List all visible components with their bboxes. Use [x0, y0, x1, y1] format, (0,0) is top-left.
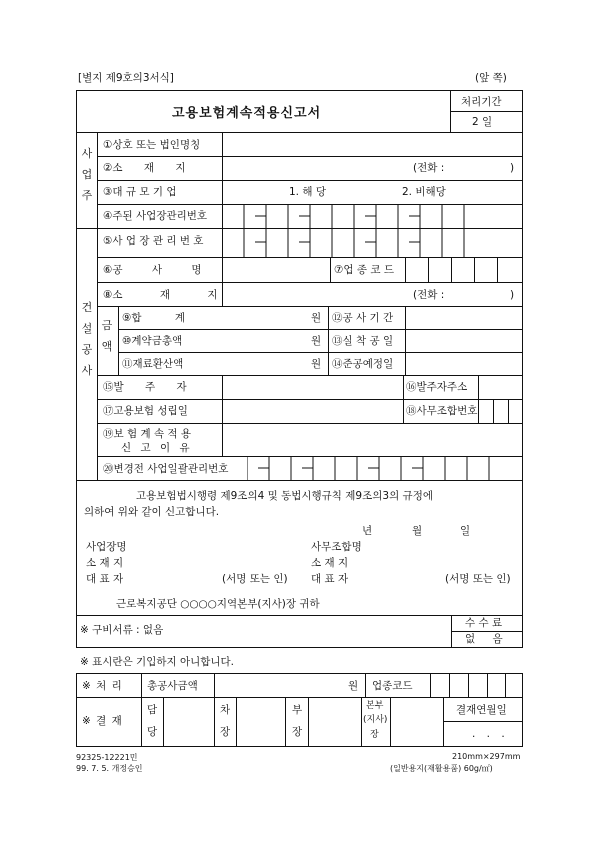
business-rep-label: 대 표 자	[86, 573, 124, 585]
employer-phone-label: (전화 :	[413, 162, 445, 174]
business-name-label: 사업장명	[86, 541, 127, 553]
date-month: 월	[412, 525, 423, 537]
fee-value: 없 음	[465, 633, 503, 645]
main-mgmt-number-label: ④주된 사업장관리번호	[103, 210, 208, 222]
prev-mgmt-number-label: ⑳변경전 사업일괄관리번호	[103, 463, 229, 475]
union-number-label: ⑱사무조합번호	[406, 405, 478, 417]
date-day: 일	[460, 525, 471, 537]
processing-period-value: 2 일	[472, 116, 493, 128]
paper-size: 210mm×297mm	[452, 752, 521, 761]
reason-label-1: ⑲보 험 계 속 적 용	[103, 428, 192, 440]
approval-date-value: . . .	[472, 728, 505, 740]
site-mgmt-number-label: ⑤사 업 장 관 리 번 호	[103, 235, 204, 247]
page-side: (앞 쪽)	[475, 72, 507, 84]
processing-period-label: 처리기간	[461, 96, 502, 108]
industry-code-label: ⑦업 종 코 드	[334, 264, 394, 276]
approval-date-label: 결재연월일	[456, 704, 507, 716]
union-name-label: 사무조합명	[311, 541, 362, 553]
main-mgmt-number-boxes[interactable]	[222, 204, 522, 228]
addressee: 근로복지공단 ○○○○지역본부(지사)장 귀하	[116, 598, 320, 610]
completion-date-label: ⑭준공예정일	[332, 358, 394, 370]
reason-label-2: 신 고 이 유	[121, 442, 190, 454]
date-year: 년	[362, 525, 373, 537]
approval-note: 99. 7. 5. 개정승인	[76, 764, 143, 773]
project-name-label: ⑥공 사 명	[103, 264, 202, 276]
prev-mgmt-number-boxes[interactable]	[247, 456, 523, 480]
union-address-label: 소 재 지	[311, 557, 349, 569]
office-use-note: ※ 표시란은 기입하지 아니합니다.	[80, 656, 235, 668]
form-title: 고용보험계속적용신고서	[172, 106, 322, 121]
large-company-no: 2. 비해당	[402, 186, 446, 198]
union-rep-label: 대 표 자	[311, 573, 349, 585]
employer-section-label: 사 업 주	[81, 147, 93, 202]
business-sign-label: (서명 또는 인)	[222, 573, 288, 585]
start-date-label: ⑬실 착 공 일	[332, 335, 394, 347]
site-address-label: ⑧소 재 지	[103, 289, 218, 301]
form-reference: [별지 제9호의3서식]	[78, 72, 174, 84]
fee-label: 수 수 료	[465, 617, 503, 629]
total-amount-office-label: 총공사금액	[147, 680, 198, 692]
material-amount-label: ⑪재료환산액	[122, 358, 184, 370]
construction-period-label: ⑫공 사 기 간	[332, 312, 394, 324]
insurance-date-label: ⑰고용보험 성립일	[103, 405, 188, 417]
company-name-label: ①상호 또는 법인명칭	[103, 139, 201, 151]
large-company-yes: 1. 해 당	[289, 186, 326, 198]
union-sign-label: (서명 또는 인)	[445, 573, 511, 585]
large-company-label: ③대 규 모 기 업	[103, 186, 177, 198]
approval-label: ※ 결 재	[82, 715, 122, 727]
contract-amount-label: ⑩계약금총액	[122, 335, 183, 347]
attachments-label: ※ 구비서류 : 없음	[80, 624, 164, 636]
processing-label: ※ 처 리	[82, 680, 122, 692]
total-amount-label: ⑨합 계	[122, 312, 186, 324]
site-phone-label: (전화 :	[413, 289, 445, 301]
orderer-label: ⑮발 주 자	[103, 381, 187, 393]
site-mgmt-number-boxes[interactable]	[222, 228, 522, 257]
amount-group-label: 금 액	[101, 319, 113, 353]
form-code: 92325-12221민	[76, 753, 138, 762]
employer-address-label: ②소 재 지	[103, 162, 186, 174]
paper-type: (일반용지(재활용품) 60g/㎡)	[390, 764, 493, 773]
business-address-label: 소 재 지	[86, 557, 124, 569]
orderer-address-label: ⑯발주자주소	[406, 381, 468, 393]
construction-section-label: 건 설 공 사	[81, 301, 93, 377]
industry-code-office-label: 업종코드	[372, 680, 413, 692]
declaration-line-1: 고용보험법시행령 제9조의4 및 동법시행규칙 제9조의3의 규정에	[136, 490, 433, 502]
declaration-line-2: 의하여 위와 같이 신고합니다.	[84, 506, 220, 518]
